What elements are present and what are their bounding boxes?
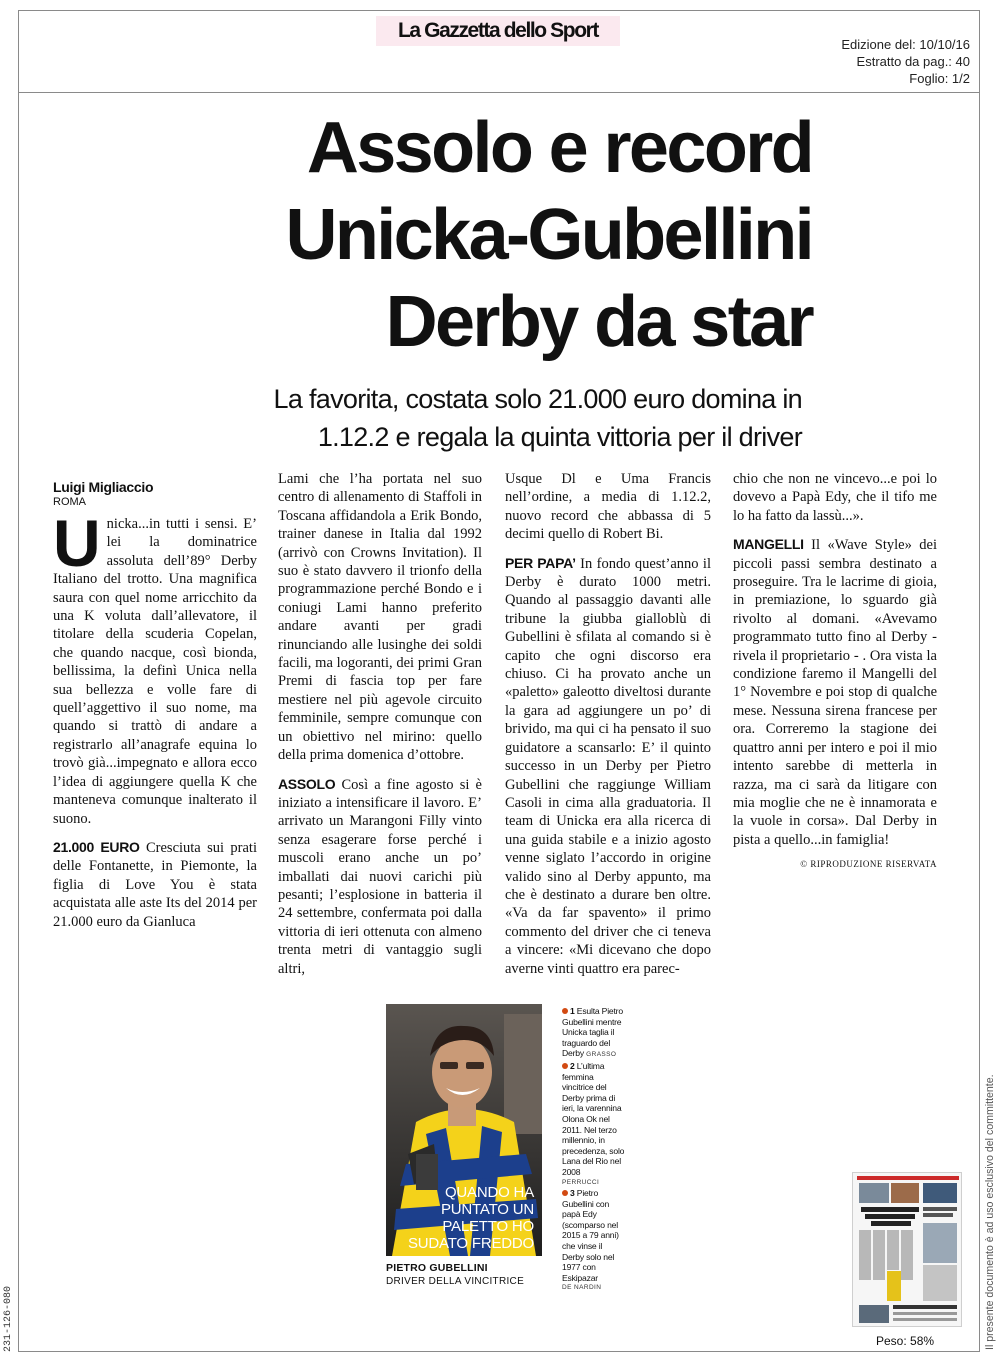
pull-quote xyxy=(386,1184,542,1252)
copyright-notice: © RIPRODUZIONE RISERVATA xyxy=(800,859,937,870)
pull-quote-line-4: SUDATO FREDDO xyxy=(407,1235,534,1252)
pull-quote-line-3: PALETTO HO xyxy=(442,1218,534,1235)
article-column-3 xyxy=(505,470,711,988)
caption-credit: GRASSO xyxy=(586,1051,617,1059)
edition-date: Edizione del: 10/10/16 xyxy=(841,37,970,52)
kicker-mangelli: MANGELLI xyxy=(733,536,804,553)
document-code xyxy=(2,1260,16,1352)
kicker-assolo: ASSOLO xyxy=(278,775,336,792)
byline-author: Luigi Migliaccio xyxy=(53,479,154,495)
caption-number: 1 xyxy=(570,1006,575,1016)
caption-number: 3 xyxy=(570,1188,575,1199)
article-column-2 xyxy=(278,470,482,988)
weight-indicator: Peso: 58% xyxy=(876,1334,935,1348)
caption-credit: PERRUCCI xyxy=(562,1178,600,1186)
pull-quote-line-2: PUNTATO UN xyxy=(440,1201,534,1218)
intro-text: nicka...in tutti i sensi. E’ lei la dominatrice assoluta dell’89° Derby Italiano del trotto. Una magnifica saura con quel nome arricchito da una K voluta dall’allevatore, il titolare della scuderia Copelan, che quando nacque, così bionda, bellissima, la definì Unica nella sua bellezza e volle fare di quell’aggettivo il suo nome, ma quando si trattò di andare a registrarlo all’anagrafe equina lo trovò già...impegnato e allora ecco l’idea di aggiungere quella K che manteneva comunque inalterato il suono. xyxy=(53,516,257,827)
pull-quote-line-1: QUANDO HA xyxy=(444,1184,534,1201)
caption-bullet-icon xyxy=(562,1008,568,1014)
paragraph-text: Cresciuta sui prati delle Fontanette, in Piemonte, la figlia di Love You è stata acquistata alle aste Its del 2014 per 21.000 euro da Gianluca xyxy=(53,839,257,930)
kicker-per-papa: PER PAPA’ xyxy=(505,554,576,571)
caption-item xyxy=(562,1188,626,1294)
caption-bullet-icon xyxy=(562,1190,568,1196)
caption-item xyxy=(562,1061,626,1188)
edition-sheet: Foglio: 1/2 xyxy=(909,71,970,86)
article-paragraph xyxy=(505,554,711,978)
caption-text: Esulta Pietro Gubellini mentre Unicka taglia il traguardo del Derby xyxy=(562,1006,623,1059)
caption-credit: DE NARDIN xyxy=(562,1284,602,1292)
subheadline xyxy=(190,380,802,456)
headline xyxy=(200,105,812,366)
edition-page: Estratto da pag.: 40 xyxy=(856,54,970,69)
byline-city: ROMA xyxy=(53,496,86,508)
paragraph-text: In fondo quest’anno il Derby è durato 1000 metri. Quando al passaggio davanti alle tribune la giubba gialloblù di Gubellini è sfilata al comando si è capito che ogni discorso era chiuso. Ci ha provato anche un «paletto» galeotto diveltosi durante la gara ad aggiungere un po’ di brivido, ma qui ci ha pensato il suo guidatore a scansarlo: E’ il quinto successo in un Derby per Pietro Gubellini che raggiunge William Casoli in cima alla graduatoria. Il team di Unicka era alla ricerca di una guida stabile e a inizio agosto venne siglato l’accordo in origine valido sino al Derby appunto, ma che è destinato a durare ben oltre. «Va da far spavento» il primo commento del driver che ci teneva a vincere: «Mi dicevano che dopo averne vinti quattro era parec- xyxy=(505,555,711,977)
dropcap: U xyxy=(53,506,101,580)
caption-text: L’ultima femmina vincitrice del Derby prima di ieri, la varennina Olona Ok nel 2011. Nel terzo millennio, in precedenza, solo Lana del Rio nel 2008 xyxy=(562,1060,625,1177)
quote-author-role: DRIVER DELLA VINCITRICE xyxy=(386,1276,525,1287)
article-paragraph xyxy=(733,535,937,849)
article-paragraph: Lami che l’ha portata nel suo centro di allenamento di Staffoli in Toscana affidandola a Erik Bondo, trainer danese in Italia dal 1992 (arrivò con Crowns Invitation). Il suo è stato davvero il trionfo della programmazione perché Bondo e i coniugi Lami hanno preferito andare avanti per gradi rinunciando alle lusinghe dei soldi facili, ma logoranti, dei primi Gran Premi di fascia top per fare mestiere nel più agevole circuito femminile, sempre comunque con un obiettivo nel mirino: quello della prima domenica d’ottobre. xyxy=(278,471,482,764)
article-column-4 xyxy=(733,470,937,874)
document-code-text: 231-126-080 xyxy=(3,1285,14,1352)
subheadline-line-1: La favorita, costata solo 21.000 euro domina in xyxy=(273,384,802,414)
article-paragraph xyxy=(53,838,257,931)
quote-author: PIETRO GUBELLINI xyxy=(386,1262,488,1274)
caption-item xyxy=(562,1006,626,1061)
subheadline-line-2: 1.12.2 e regala la quinta vittoria per il driver xyxy=(317,422,802,452)
page-thumbnail-image xyxy=(853,1173,962,1327)
caption-text: Pietro Gubellini con papà Edy (scomparso nel 2015 a 79 anni) che vinse il Derby solo nel 1977 con Eskipazar xyxy=(562,1188,619,1283)
article-column-1 xyxy=(53,478,257,941)
page-thumbnail xyxy=(852,1172,962,1327)
photo-captions xyxy=(562,1006,626,1294)
header-divider xyxy=(18,92,980,93)
usage-notice-text: Il presente documento è ad uso esclusivo del committente. xyxy=(984,1074,996,1350)
pull-quote-attribution xyxy=(386,1256,542,1330)
headline-line-3: Derby da star xyxy=(385,282,812,362)
paragraph-text: Così a fine agosto si è iniziato a intensificare il lavoro. E’ arrivato un Marangoni Filly vinto senza esagerare forse perché i muscoli erano anche un po’ imballati dai nuovi carichi più pesanti; l’esplosione in batteria il 24 settembre, confermata poi dalla vittoria di ieri ottenuta con almeno trenta metri di vantaggio sugli altri, xyxy=(278,776,482,977)
masthead-logo xyxy=(376,16,620,46)
headline-line-2: Unicka-Gubellini xyxy=(285,195,812,275)
article-paragraph: chio che non ne vincevo...e poi lo dovevo a Papà Edy, che il tifo me lo ha fatto da lassù...». xyxy=(733,471,937,524)
article-intro xyxy=(53,506,257,828)
masthead-title: La Gazzetta dello Sport xyxy=(398,19,598,42)
headline-line-1: Assolo e record xyxy=(306,108,812,188)
caption-number: 2 xyxy=(570,1060,575,1071)
article-paragraph xyxy=(278,775,482,978)
article-paragraph: Usque Dl e Uma Francis nell’ordine, a media di 1.12.2, nuovo record che abbassa di 5 decimi quello di Robert Bi. xyxy=(505,471,711,543)
caption-bullet-icon xyxy=(562,1063,568,1069)
paragraph-text: Il «Wave Style» dei piccoli passi sembra destinato a proseguire. Tra le lacrime di gioia, in premiazione, lo sguardo già rivolto al domani. «Avevamo programmato tutto fino al Derby - rivela il proprietario - . Ora vista la condizione faremo il Mangelli del 1° Novembre e poi stop di qualche mese. Nessuna sirena francese per ora. Correremo la stagione dei quattro anni per intero e poi il mio intento sarebbe di metterla in razza, ma ci sarà da litigare con mia moglie che ne è innamorata e la vuole in corsa». Dal Derby in pista a quello...in famiglia! xyxy=(733,537,937,848)
usage-notice xyxy=(982,1040,998,1350)
driver-photo xyxy=(386,1004,542,1256)
kicker-21000-euro: 21.000 EURO xyxy=(53,838,140,855)
photo-block xyxy=(386,1004,542,1330)
edition-info xyxy=(841,36,970,87)
